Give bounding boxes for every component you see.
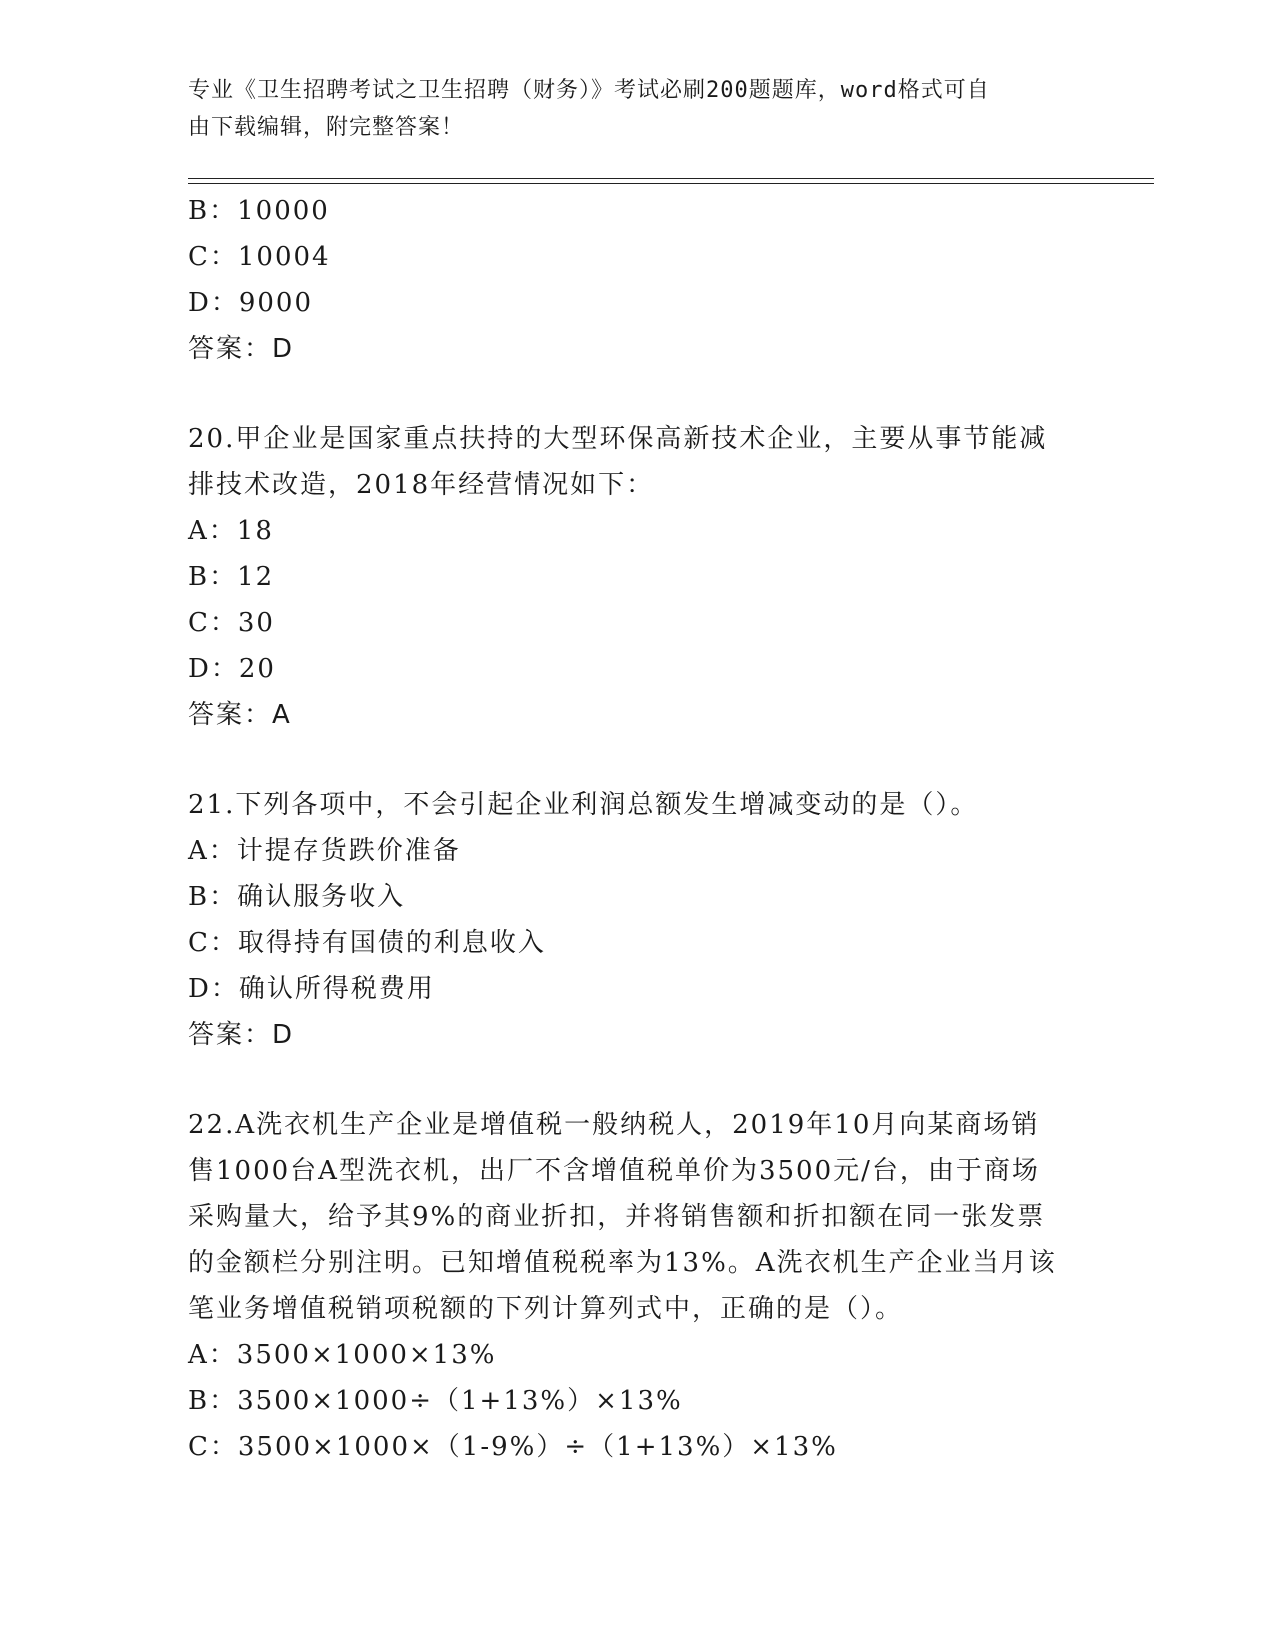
question-stem-line: 笔业务增值税销项税额的下列计算列式中，正确的是（）。: [188, 1294, 904, 1324]
option-b: B：12: [188, 562, 275, 592]
header-divider-bottom: [188, 183, 1154, 184]
option-a: A：18: [188, 516, 274, 546]
option-d: D：确认所得税费用: [188, 974, 435, 1004]
answer-line: 答案：D: [188, 334, 295, 364]
question-stem-line: 排技术改造，2018年经营情况如下：: [188, 470, 655, 500]
document-header: [188, 72, 1088, 146]
option-c: C：10004: [188, 242, 331, 272]
question-stem-line: 20.甲企业是国家重点扶持的大型环保高新技术企业，主要从事节能减: [188, 424, 1048, 454]
header-line-1: 专业《卫生招聘考试之卫生招聘（财务）》考试必刷200题题库，word格式可自: [188, 78, 990, 103]
question-stem-line: 采购量大，给予其9%的商业折扣，并将销售额和折扣额在同一张发票: [188, 1202, 1046, 1232]
option-b: B：10000: [188, 196, 330, 226]
option-c: C：取得持有国债的利息收入: [188, 928, 546, 958]
question-stem-line: 的金额栏分别注明。已知增值税税率为13%。A洗衣机生产企业当月该: [188, 1248, 1057, 1278]
option-a: A：计提存货跌价准备: [188, 836, 461, 866]
header-divider-top: [188, 178, 1154, 179]
question-22: [188, 1102, 1088, 1470]
question-stem-line: 售1000台A型洗衣机，出厂不含增值税单价为3500元/台，由于商场: [188, 1156, 1040, 1186]
option-d: D：9000: [188, 288, 314, 318]
option-d: D：20: [188, 654, 276, 684]
option-b: B：3500×1000÷（1+13%）×13%: [188, 1386, 683, 1416]
header-line-2: 由下载编辑，附完整答案！: [188, 115, 465, 140]
question-stem-line: 22.A洗衣机生产企业是增值税一般纳税人，2019年10月向某商场销: [188, 1110, 1040, 1140]
answer-line: 答案：D: [188, 1020, 295, 1050]
option-a: A：3500×1000×13%: [188, 1340, 497, 1370]
option-c: C：30: [188, 608, 275, 638]
question-21: [188, 782, 1088, 1058]
question-stem-line: 21.下列各项中，不会引起企业利润总额发生增减变动的是（）。: [188, 790, 979, 820]
answer-line: 答案：A: [188, 700, 292, 730]
option-b: B：确认服务收入: [188, 882, 406, 912]
question-19: [188, 188, 1088, 372]
option-c: C：3500×1000×（1-9%）÷（1+13%）×13%: [188, 1432, 838, 1462]
question-content: [188, 188, 1088, 1470]
question-20: [188, 416, 1088, 738]
